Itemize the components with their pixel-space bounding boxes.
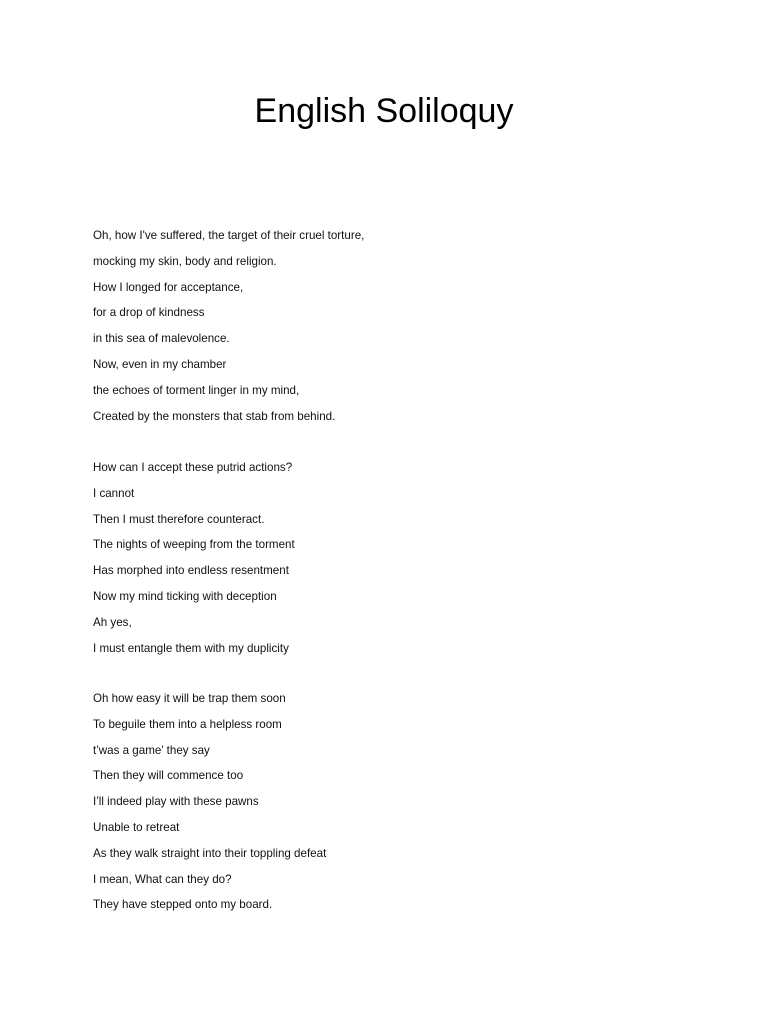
document-title: English Soliloquy [254,92,514,130]
poem-line: How can I accept these putrid actions? [93,461,293,474]
poem-line: the echoes of torment linger in my mind, [93,383,300,397]
poem-line: Oh, how I've suffered, the target of their cruel torture, [93,229,365,242]
poem-line: How I longed for acceptance, [93,280,244,294]
poem-line: I cannot [93,486,135,500]
poem-line: They have stepped onto my board. [93,898,273,912]
poem-line: To beguile them into a helpless room [93,717,282,731]
poem-line: Then I must therefore counteract. [93,512,265,526]
poem-line: for a drop of kindness [93,306,205,320]
poem-line: Has morphed into endless resentment [93,564,289,578]
poem-line: Unable to retreat [93,820,180,834]
poem-stanza-2 [93,455,295,661]
poem-stanza-1 [93,223,364,429]
poem-line: As they walk straight into their toppling defeat [93,846,327,860]
poem-line: Then they will commence too [93,769,244,783]
poem-line: Now my mind ticking with deception [93,589,277,603]
poem-line: I’ll indeed play with these pawns [93,795,259,809]
poem-line: Oh how easy it will be trap them soon [93,692,286,705]
poem-line: Now, even in my chamber [93,357,227,371]
poem-line: in this sea of malevolence. [93,332,230,346]
poem-line: t’was a game’ they say [93,743,210,757]
poem-line: The nights of weeping from the torment [93,538,295,552]
poem-line: Created by the monsters that stab from behind. [93,409,336,423]
poem-line: I mean, What can they do? [93,872,232,886]
poem-line: Ah yes, [93,615,132,629]
poem-line: I must entangle them with my duplicity [93,641,289,655]
poem-line: mocking my skin, body and religion. [93,254,277,268]
poem-stanza-3 [93,686,326,918]
